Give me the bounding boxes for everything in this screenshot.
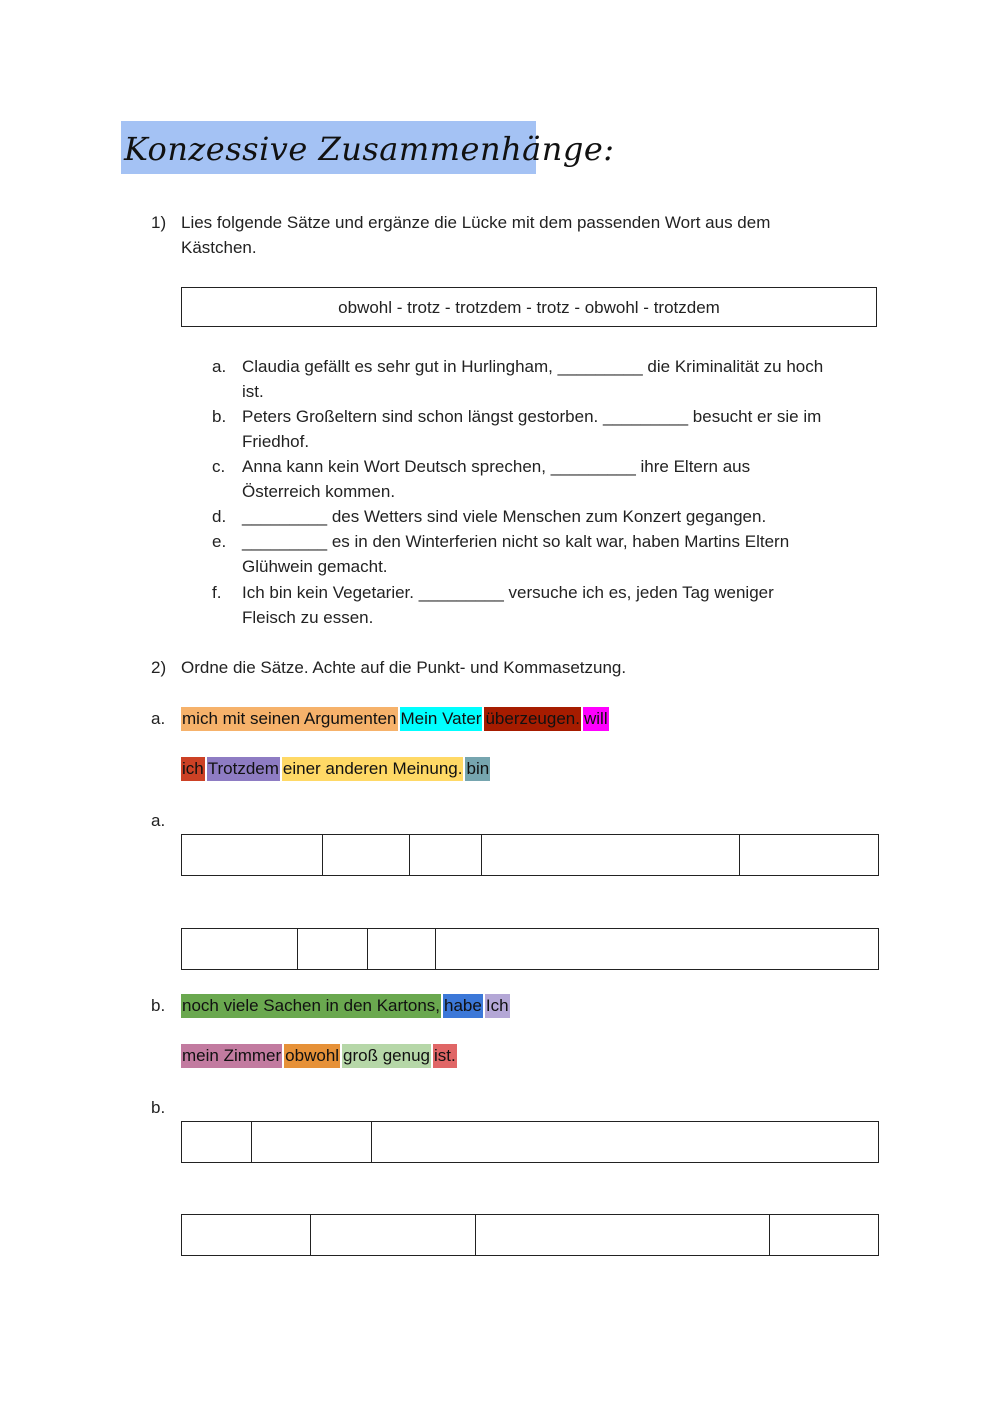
chips-a-line2 xyxy=(181,757,492,781)
word-chip[interactable]: groß genug xyxy=(342,1044,431,1068)
item-c-letter: c. xyxy=(212,457,226,476)
task2b-letter: b. xyxy=(151,996,166,1015)
word-chip[interactable]: überzeugen. xyxy=(484,707,581,731)
drop-slot[interactable] xyxy=(436,929,878,969)
answer-row-b1 xyxy=(181,1121,879,1163)
answer-row-a2 xyxy=(181,928,879,970)
item-f-line2: Fleisch zu essen. xyxy=(242,608,374,627)
item-d-line1: _________ des Wetters sind viele Menschen zum Konzert gegangen. xyxy=(242,507,767,526)
item-f-line1: Ich bin kein Vegetarier. _________ versuche ich es, jeden Tag weniger xyxy=(242,583,774,602)
chips-a-line1 xyxy=(181,707,611,731)
answer-row-a1 xyxy=(181,834,879,876)
page-title: Konzessive Zusammenhänge: xyxy=(124,130,615,168)
word-chip[interactable]: habe xyxy=(443,994,483,1018)
item-b-letter: b. xyxy=(212,407,227,426)
task1-number: 1) xyxy=(151,213,167,232)
item-e-letter: e. xyxy=(212,532,227,551)
word-chip[interactable]: bin xyxy=(465,757,490,781)
item-b-line2: Friedhof. xyxy=(242,432,310,451)
word-chip[interactable]: ist. xyxy=(433,1044,457,1068)
item-e-line2: Glühwein gemacht. xyxy=(242,557,388,576)
drop-slot[interactable] xyxy=(770,1215,878,1255)
answer-b-letter: b. xyxy=(151,1098,166,1117)
word-chip[interactable]: mich mit seinen Argumenten xyxy=(181,707,398,731)
word-chip[interactable]: Ich xyxy=(485,994,510,1018)
drop-slot[interactable] xyxy=(482,835,740,875)
chips-b-line1 xyxy=(181,994,512,1018)
drop-slot[interactable] xyxy=(311,1215,476,1255)
item-f-letter: f. xyxy=(212,583,222,602)
answer-a-letter: a. xyxy=(151,811,166,830)
task1-instruction-line1: Lies folgende Sätze und ergänze die Lücke mit dem passenden Wort aus dem xyxy=(181,213,771,232)
word-chip[interactable]: mein Zimmer xyxy=(181,1044,282,1068)
word-chip[interactable]: ich xyxy=(181,757,205,781)
drop-slot[interactable] xyxy=(182,835,323,875)
drop-slot[interactable] xyxy=(740,835,878,875)
task2a-letter: a. xyxy=(151,709,166,728)
drop-slot[interactable] xyxy=(323,835,410,875)
item-c-line1: Anna kann kein Wort Deutsch sprechen, _________ ihre Eltern aus xyxy=(242,457,751,476)
drop-slot[interactable] xyxy=(476,1215,770,1255)
answer-row-b2 xyxy=(181,1214,879,1256)
item-a-letter: a. xyxy=(212,357,227,376)
word-chip[interactable]: einer anderen Meinung. xyxy=(282,757,464,781)
word-chip[interactable]: Mein Vater xyxy=(400,707,483,731)
drop-slot[interactable] xyxy=(410,835,482,875)
word-chip[interactable]: Trotzdem xyxy=(207,757,280,781)
word-chip[interactable]: obwohl xyxy=(284,1044,340,1068)
word-chip[interactable]: noch viele Sachen in den Kartons, xyxy=(181,994,441,1018)
task2-number: 2) xyxy=(151,658,167,677)
drop-slot[interactable] xyxy=(372,1122,878,1162)
item-b-line1: Peters Großeltern sind schon längst gestorben. _________ besucht er sie im xyxy=(242,407,822,426)
word-chip[interactable]: will xyxy=(583,707,609,731)
drop-slot[interactable] xyxy=(368,929,436,969)
item-a-line1: Claudia gefällt es sehr gut in Hurlingham, _________ die Kriminalität zu hoch xyxy=(242,357,824,376)
word-box: obwohl - trotz - trotzdem - trotz - obwohl - trotzdem xyxy=(181,287,877,327)
drop-slot[interactable] xyxy=(252,1122,372,1162)
chips-b-line2 xyxy=(181,1044,459,1068)
item-e-line1: _________ es in den Winterferien nicht so kalt war, haben Martins Eltern xyxy=(242,532,790,551)
drop-slot[interactable] xyxy=(182,1122,252,1162)
drop-slot[interactable] xyxy=(182,929,298,969)
task1-instruction-line2: Kästchen. xyxy=(181,238,257,257)
drop-slot[interactable] xyxy=(298,929,368,969)
item-d-letter: d. xyxy=(212,507,227,526)
item-a-line2: ist. xyxy=(242,382,264,401)
task2-instruction: Ordne die Sätze. Achte auf die Punkt- und Kommasetzung. xyxy=(181,658,627,677)
item-c-line2: Österreich kommen. xyxy=(242,482,396,501)
drop-slot[interactable] xyxy=(182,1215,311,1255)
